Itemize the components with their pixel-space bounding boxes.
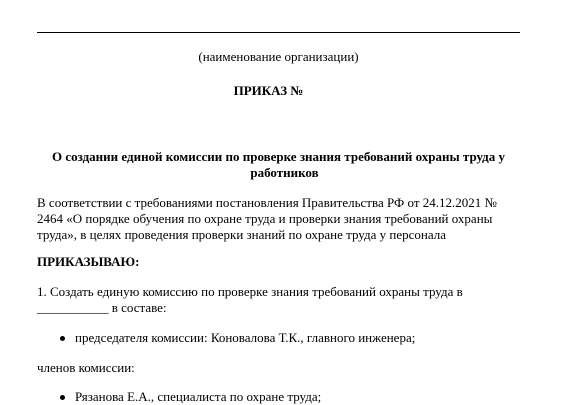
order-title: ПРИКАЗ №: [233, 83, 304, 98]
member-text: Рязанова Е.А., специалиста по охране труда;: [75, 389, 322, 404]
list-item-chairman: [60, 330, 415, 346]
order-directive-heading: ПРИКАЗЫВАЮ:: [37, 254, 140, 269]
order-subject: [37, 149, 520, 181]
bullet-icon: [60, 395, 65, 400]
legal-basis-line-2: 2464 «О порядке обучения по охране труда и проверки знания требований охраны: [37, 211, 493, 226]
organization-caption: (наименование организации): [198, 49, 359, 64]
legal-basis-paragraph: [37, 195, 520, 243]
members-caption: членов комиссии:: [37, 360, 135, 375]
chairman-text: председателя комиссии: Коновалова Т.К., главного инженера;: [75, 330, 416, 345]
order-subject-line-1: О создании единой комиссии по проверке знания требований охраны труда у: [51, 149, 506, 164]
bullet-icon: [60, 336, 65, 341]
order-item-1-line-1: 1. Создать единую комиссию по проверке знания требований охраны труда в: [37, 284, 463, 299]
order-item-1: [37, 284, 520, 316]
order-subject-line-2: работников: [250, 165, 319, 180]
legal-basis-line-3: труда», в целях проведения проверки знаний по охране труда у персонала: [37, 227, 446, 242]
organization-name-line: [37, 32, 520, 33]
order-item-1-line-2: ___________ в составе:: [37, 300, 167, 315]
legal-basis-line-1: В соответствии с требованиями постановления Правительства РФ от 24.12.2021 №: [37, 195, 497, 210]
